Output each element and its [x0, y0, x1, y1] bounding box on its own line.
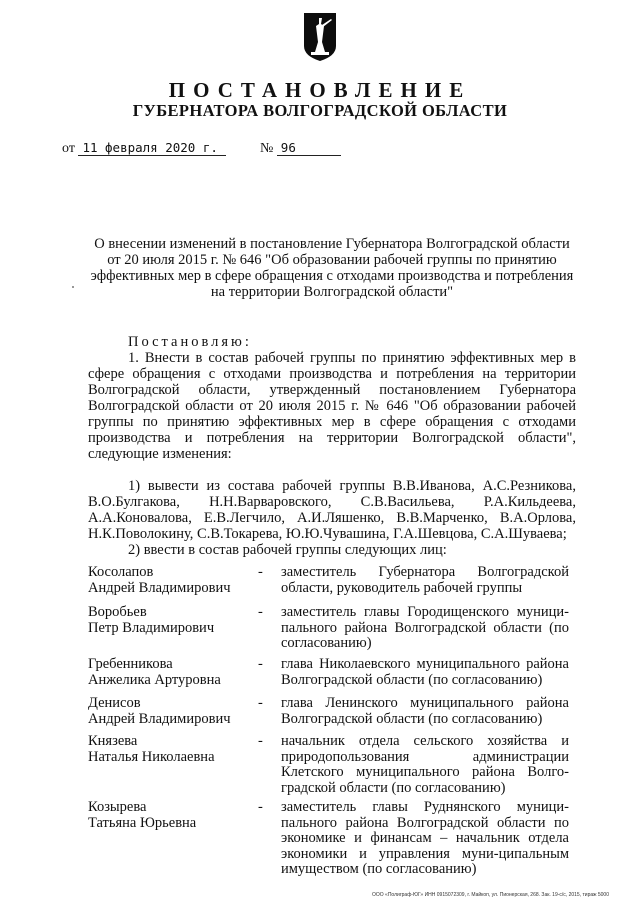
- member-given-name: Татьяна Юрьевна: [88, 814, 197, 831]
- member-dash: -: [258, 656, 263, 672]
- document-issuer: ГУБЕРНАТОРА ВОЛГОГРАДСКОЙ ОБЛАСТИ: [132, 101, 508, 120]
- member-surname: Денисов: [88, 695, 141, 711]
- member-position: глава Ленинского муниципального района Волгоградской области (по согласованию): [281, 695, 569, 727]
- member-dash: -: [258, 799, 263, 815]
- member-position: заместитель главы Руднянского муници-пального района Волгоградской области по экономике и финансам – начальник отдела экономики и управления муни-ципальным имуществом (по согласованию): [281, 799, 569, 877]
- member-surname: Косолапов: [88, 564, 154, 580]
- document-subject: О внесении изменений в постановление Губернатора Волгоградской области от 20 июля 2015 г. № 646 "Об образовании рабочей группы по принятию эффективных мер в сфере обращения с отходами производства и потребления на территории Волгоградской области": [90, 236, 574, 300]
- document-number: 96: [277, 140, 341, 156]
- document-date-number-line: [62, 140, 341, 157]
- item-2: 2) ввести в состав рабочей группы следующих лиц:: [128, 542, 447, 558]
- member-position: заместитель главы Городищенского муници-пального района Волгоградской области (по согласованию): [281, 604, 569, 651]
- member-surname: Князева: [88, 733, 138, 749]
- member-position: глава Николаевского муниципального района Волгоградской области (по согласованию): [281, 656, 569, 688]
- member-surname: Козырева: [88, 799, 147, 815]
- coat-of-arms-emblem-icon: [303, 12, 337, 62]
- paragraph-1: 1. Внести в состав рабочей группы по принятию эффективных мер в сфере обращения с отходами производства и потребления на территории Волгоградской области, утвержденный постановлением Губернатора Волгоградской области от 20 июля 2015 г. № 646 "Об образовании рабочей группы по принятию эффективных мер в сфере обращения с отходами производства и потребления на территории Волгоградской области", следующие изменения:: [88, 350, 576, 462]
- decree-word: Постановляю:: [128, 334, 252, 350]
- date-prefix: от: [62, 141, 75, 156]
- member-position: начальник отдела сельского хозяйства и природопользования администрации Клетского муниципального района Волго-градской области (по согласованию): [281, 733, 569, 796]
- member-dash: -: [258, 695, 263, 711]
- member-given-name: Андрей Владимирович: [88, 579, 231, 596]
- member-dash: -: [258, 604, 263, 620]
- member-given-name: Наталья Николаевна: [88, 748, 215, 765]
- member-given-name: Петр Владимирович: [88, 619, 215, 636]
- document-title: ПОСТАНОВЛЕНИЕ: [168, 78, 472, 102]
- member-dash: -: [258, 564, 263, 580]
- scan-speck: [72, 286, 74, 288]
- member-surname: Воробьев: [88, 604, 147, 620]
- member-given-name: Андрей Владимирович: [88, 710, 231, 727]
- member-position: заместитель Губернатора Волгоградской области, руководитель рабочей группы: [281, 564, 569, 596]
- document-date: 11 февраля 2020 г.: [78, 140, 226, 156]
- number-label: №: [259, 141, 274, 156]
- member-dash: -: [258, 733, 263, 749]
- member-surname: Гребенникова: [88, 656, 173, 672]
- member-given-name: Анжелика Артуровна: [88, 671, 221, 688]
- print-imprint-footer: ООО «Полиграф-ЮГ» ИНН 0915072309, г. Майкоп, ул. Пионерская, 268. Зак. 19-с/с, 2015, тираж 5000: [372, 892, 609, 898]
- item-1: 1) вывести из состава рабочей группы В.В.Иванова, А.С.Резникова, В.О.Булгакова, Н.Н.Варваровского, С.В.Васильева, Р.А.Кильдеева, А.А.Коновалова, Е.В.Легчило, А.И.Ляшенко, В.В.Марченко, В.А.Орлова, Н.К.Поволокину, С.В.Токарева, Ю.Ю.Чувашина, Г.А.Шевцова, С.А.Шуваева;: [88, 478, 576, 542]
